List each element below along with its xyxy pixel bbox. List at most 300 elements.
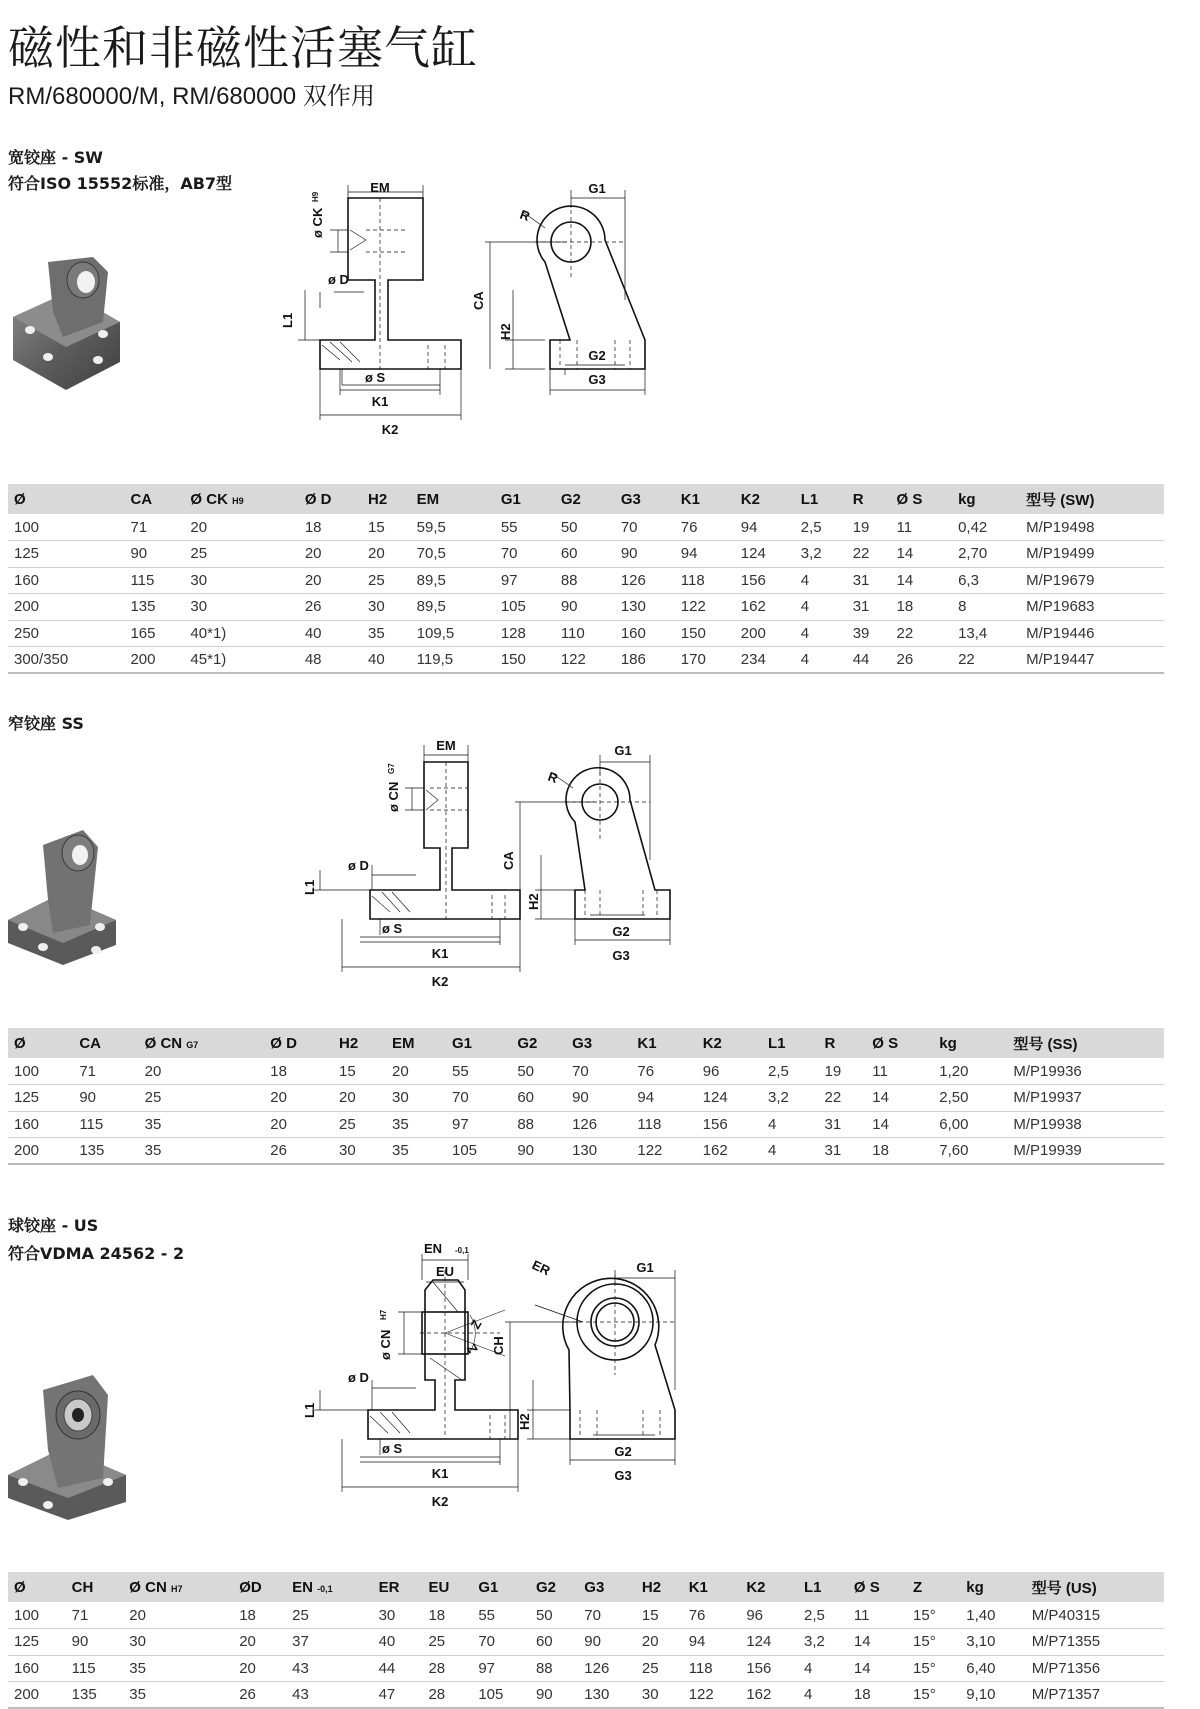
table-cell: 126 bbox=[615, 567, 675, 594]
column-header bbox=[631, 1028, 696, 1058]
table-cell: 3,2 bbox=[795, 541, 847, 568]
table-cell: 96 bbox=[697, 1058, 762, 1085]
table-cell: 122 bbox=[675, 594, 735, 621]
dim-en: EN bbox=[423, 1241, 443, 1256]
table-cell: 20 bbox=[299, 541, 362, 568]
column-header bbox=[264, 1028, 333, 1058]
column-header bbox=[66, 1572, 124, 1602]
table-row bbox=[8, 594, 1164, 621]
table-cell: 60 bbox=[555, 541, 615, 568]
column-header-label: G2 bbox=[535, 1578, 556, 1596]
table-row bbox=[8, 1138, 1164, 1165]
column-header bbox=[952, 484, 1020, 514]
table-cell: 14 bbox=[848, 1655, 907, 1682]
dim-g2: G2 bbox=[588, 348, 606, 363]
table-cell: 60 bbox=[530, 1629, 578, 1656]
column-header-label: CA bbox=[130, 490, 153, 508]
column-header-label: H2 bbox=[367, 490, 388, 508]
table-cell: 11 bbox=[866, 1058, 933, 1085]
column-header-label: K1 bbox=[637, 1034, 657, 1052]
table-row bbox=[8, 1655, 1164, 1682]
table-cell: 200 bbox=[8, 594, 124, 621]
table-cell: 150 bbox=[675, 620, 735, 647]
table-row bbox=[8, 567, 1164, 594]
table-cell: 97 bbox=[495, 567, 555, 594]
table-cell: 25 bbox=[139, 1085, 265, 1112]
table-cell: 30 bbox=[184, 567, 298, 594]
table-cell: 4 bbox=[762, 1111, 819, 1138]
dim-g2: G2 bbox=[612, 924, 630, 939]
table-cell: 109,5 bbox=[411, 620, 495, 647]
dim-k1: K1 bbox=[431, 1466, 449, 1481]
dim-s: ø S bbox=[382, 1441, 403, 1456]
column-header bbox=[636, 1572, 683, 1602]
column-header bbox=[578, 1572, 636, 1602]
dim-l1: L1 bbox=[302, 879, 317, 895]
table-cell: 3,2 bbox=[762, 1085, 819, 1112]
column-header-label: EU bbox=[428, 1578, 450, 1596]
table-cell: 94 bbox=[675, 541, 735, 568]
section-subheading-us: 符合VDMA 24562 - 2 bbox=[8, 1244, 185, 1263]
column-header-label: L1 bbox=[768, 1034, 786, 1052]
table-cell: 18 bbox=[264, 1058, 333, 1085]
table-cell: 31 bbox=[819, 1111, 867, 1138]
table-cell: 3,10 bbox=[960, 1629, 1025, 1656]
table-cell: 18 bbox=[299, 514, 362, 541]
table-cell: 70 bbox=[615, 514, 675, 541]
table-cell: 90 bbox=[578, 1629, 636, 1656]
dim-g2: G2 bbox=[614, 1444, 632, 1459]
column-header-label: G3 bbox=[584, 1578, 605, 1596]
table-cell: 115 bbox=[124, 567, 184, 594]
table-cell: 55 bbox=[446, 1058, 511, 1085]
column-header bbox=[446, 1028, 511, 1058]
table-cell: 15 bbox=[333, 1058, 386, 1085]
table-cell: 59,5 bbox=[411, 514, 495, 541]
column-header-label: G3 bbox=[620, 490, 641, 508]
table-cell: 126 bbox=[578, 1655, 636, 1682]
column-header-label: EM bbox=[416, 490, 440, 508]
dim-l1: L1 bbox=[280, 312, 295, 328]
drawing-sw-front bbox=[280, 180, 500, 455]
column-header-label: EN bbox=[292, 1578, 313, 1596]
table-cell: 90 bbox=[124, 541, 184, 568]
table-cell: 18 bbox=[422, 1602, 472, 1629]
table-cell: 122 bbox=[631, 1138, 696, 1165]
table-cell: 100 bbox=[8, 1058, 73, 1085]
table-row bbox=[8, 1629, 1164, 1656]
table-cell: 22 bbox=[847, 541, 891, 568]
table-cell: 115 bbox=[73, 1111, 138, 1138]
table-cell: 18 bbox=[848, 1682, 907, 1709]
table-cell: 170 bbox=[675, 647, 735, 674]
table-cell: 97 bbox=[472, 1655, 530, 1682]
table-cell: 40 bbox=[299, 620, 362, 647]
column-header bbox=[675, 484, 735, 514]
dim-ck: ø CK bbox=[310, 207, 325, 238]
table-cell: M/P19936 bbox=[1007, 1058, 1164, 1085]
column-header-label: Ø CN bbox=[129, 1578, 167, 1596]
column-header bbox=[362, 484, 411, 514]
table-cell: 7,60 bbox=[933, 1138, 1007, 1165]
column-header-label: G2 bbox=[517, 1034, 538, 1052]
dim-eu: EU bbox=[435, 1264, 455, 1279]
table-cell: 30 bbox=[123, 1629, 233, 1656]
table-cell: 135 bbox=[124, 594, 184, 621]
table-cell: 11 bbox=[891, 514, 953, 541]
table-cell: 25 bbox=[286, 1602, 372, 1629]
table-cell: 135 bbox=[73, 1138, 138, 1165]
table-cell: 35 bbox=[386, 1111, 446, 1138]
table-cell: 162 bbox=[697, 1138, 762, 1165]
table-cell: 300/350 bbox=[8, 647, 124, 674]
table-cell: 31 bbox=[819, 1138, 867, 1165]
table-cell: 19 bbox=[819, 1058, 867, 1085]
dim-z: Z bbox=[467, 1317, 485, 1332]
table-row bbox=[8, 541, 1164, 568]
column-header bbox=[566, 1028, 631, 1058]
column-header-tolerance: H9 bbox=[232, 495, 244, 506]
table-cell: 30 bbox=[333, 1138, 386, 1165]
column-header bbox=[184, 484, 298, 514]
table-cell: 118 bbox=[675, 567, 735, 594]
table-cell: 100 bbox=[8, 1602, 66, 1629]
table-cell: 15 bbox=[636, 1602, 683, 1629]
table-cell: 50 bbox=[555, 514, 615, 541]
column-header-label: G1 bbox=[452, 1034, 473, 1052]
column-header-label: K1 bbox=[680, 490, 700, 508]
section-heading-us: 球铰座 - US bbox=[8, 1216, 99, 1235]
table-cell: 40*1) bbox=[184, 620, 298, 647]
table-cell: 0,42 bbox=[952, 514, 1020, 541]
table-cell: 89,5 bbox=[411, 594, 495, 621]
table-cell: 118 bbox=[683, 1655, 741, 1682]
column-header bbox=[8, 484, 124, 514]
drawing-us-side bbox=[491, 1250, 735, 1515]
table-cell: 15° bbox=[907, 1682, 960, 1709]
dim-cn: ø CN bbox=[378, 1329, 393, 1360]
table-cell: M/P71357 bbox=[1026, 1682, 1164, 1709]
table-cell: 110 bbox=[555, 620, 615, 647]
table-cell: 2,70 bbox=[952, 541, 1020, 568]
dim-r: R bbox=[545, 768, 560, 787]
table-cell: 90 bbox=[615, 541, 675, 568]
dim-s: ø S bbox=[382, 921, 403, 936]
section-heading-ss: 窄铰座 SS bbox=[8, 714, 84, 733]
table-cell: 234 bbox=[735, 647, 795, 674]
dim-cn-sub: G7 bbox=[387, 763, 396, 774]
dim-g1: G1 bbox=[588, 181, 606, 196]
column-header-label: CH bbox=[71, 1578, 94, 1596]
table-cell: 35 bbox=[123, 1682, 233, 1709]
column-header-label: G1 bbox=[500, 490, 521, 508]
column-header bbox=[422, 1572, 472, 1602]
table-cell: 45*1) bbox=[184, 647, 298, 674]
column-header bbox=[530, 1572, 578, 1602]
dim-h2: H2 bbox=[517, 1413, 532, 1430]
table-cell: M/P19939 bbox=[1007, 1138, 1164, 1165]
table-cell: M/P19683 bbox=[1020, 594, 1164, 621]
table-cell: 20 bbox=[233, 1655, 286, 1682]
table-cell: 15° bbox=[907, 1655, 960, 1682]
table-cell: 105 bbox=[446, 1138, 511, 1165]
table-cell: 20 bbox=[264, 1111, 333, 1138]
column-header bbox=[124, 484, 184, 514]
table-cell: 70 bbox=[578, 1602, 636, 1629]
table-cell: 130 bbox=[566, 1138, 631, 1165]
table-row bbox=[8, 514, 1164, 541]
table-cell: 20 bbox=[123, 1602, 233, 1629]
table-cell: 20 bbox=[299, 567, 362, 594]
column-header-label: L1 bbox=[803, 1578, 822, 1596]
table-cell: 94 bbox=[735, 514, 795, 541]
table-cell: 156 bbox=[735, 567, 795, 594]
table-cell: 90 bbox=[530, 1682, 578, 1709]
column-header bbox=[472, 1572, 530, 1602]
table-cell: 43 bbox=[286, 1655, 372, 1682]
table-cell: 19 bbox=[847, 514, 891, 541]
table-cell: 124 bbox=[735, 541, 795, 568]
photo-wide-clevis bbox=[8, 252, 128, 397]
column-header-label: G3 bbox=[572, 1034, 593, 1052]
column-header bbox=[333, 1028, 386, 1058]
dim-k2: K2 bbox=[431, 1494, 449, 1509]
table-cell: 150 bbox=[495, 647, 555, 674]
table-cell: 26 bbox=[891, 647, 953, 674]
table-cell: 20 bbox=[264, 1085, 333, 1112]
dim-ck-sub: H9 bbox=[311, 191, 320, 202]
table-cell: 30 bbox=[362, 594, 411, 621]
table-cell: 160 bbox=[8, 567, 124, 594]
table-cell: 119,5 bbox=[411, 647, 495, 674]
table-cell: 22 bbox=[891, 620, 953, 647]
table-cell: 15° bbox=[907, 1629, 960, 1656]
dim-l1: L1 bbox=[302, 1402, 317, 1418]
drawing-ss-front bbox=[300, 730, 530, 1005]
table-cell: 122 bbox=[683, 1682, 741, 1709]
column-header-label: Ø D bbox=[304, 490, 332, 508]
table-cell: 200 bbox=[8, 1682, 66, 1709]
table-cell: 9,10 bbox=[960, 1682, 1025, 1709]
dim-em: EM bbox=[370, 180, 390, 195]
photo-narrow-clevis bbox=[8, 825, 118, 970]
table-cell: 105 bbox=[495, 594, 555, 621]
column-header-label: CA bbox=[79, 1034, 101, 1052]
table-cell: 125 bbox=[8, 1629, 66, 1656]
table-cell: 4 bbox=[795, 594, 847, 621]
table-cell: 128 bbox=[495, 620, 555, 647]
column-header-label: 型号 (SS) bbox=[1013, 1035, 1078, 1053]
section-subheading-sw: 符合ISO 15552标准，AB7型 bbox=[8, 174, 233, 193]
dim-ca: CA bbox=[471, 291, 486, 310]
table-cell: 2,5 bbox=[795, 514, 847, 541]
column-header bbox=[735, 484, 795, 514]
column-header-tolerance: H7 bbox=[170, 1583, 183, 1594]
column-header-label: H2 bbox=[339, 1034, 359, 1052]
page-subtitle: RM/680000/M, RM/680000 双作用 bbox=[8, 83, 375, 110]
column-header-label: Z bbox=[913, 1578, 923, 1596]
table-cell: 200 bbox=[124, 647, 184, 674]
table-cell: 14 bbox=[891, 567, 953, 594]
table-cell: 14 bbox=[848, 1629, 907, 1656]
table-cell: 14 bbox=[866, 1111, 933, 1138]
table-cell: 70 bbox=[446, 1085, 511, 1112]
table-cell: 14 bbox=[891, 541, 953, 568]
table-cell: 6,40 bbox=[960, 1655, 1025, 1682]
table-cell: 2,5 bbox=[762, 1058, 819, 1085]
table-cell: 18 bbox=[233, 1602, 286, 1629]
table-cell: 200 bbox=[735, 620, 795, 647]
section-heading-sw: 宽铰座 - SW bbox=[8, 148, 103, 167]
table-cell: 18 bbox=[866, 1138, 933, 1165]
table-cell: 1,20 bbox=[933, 1058, 1007, 1085]
column-header bbox=[123, 1572, 233, 1602]
dim-cn-sub: H7 bbox=[379, 1309, 388, 1320]
dim-s: ø S bbox=[365, 370, 386, 385]
table-cell: 4 bbox=[798, 1655, 848, 1682]
table-cell: 55 bbox=[495, 514, 555, 541]
table-cell: 25 bbox=[362, 567, 411, 594]
table-cell: 89,5 bbox=[411, 567, 495, 594]
table-cell: 50 bbox=[530, 1602, 578, 1629]
column-header bbox=[683, 1572, 741, 1602]
dim-k1: K1 bbox=[431, 946, 449, 961]
table-cell: 37 bbox=[286, 1629, 372, 1656]
table-cell: 71 bbox=[124, 514, 184, 541]
column-header-label: H2 bbox=[641, 1578, 662, 1596]
table-row bbox=[8, 1682, 1164, 1709]
table-cell: 88 bbox=[530, 1655, 578, 1682]
column-header-label: kg bbox=[958, 490, 976, 508]
table-cell: 20 bbox=[333, 1085, 386, 1112]
column-header-label: Ø bbox=[14, 1034, 26, 1052]
table-cell: 14 bbox=[866, 1085, 933, 1112]
table-cell: 94 bbox=[631, 1085, 696, 1112]
table-cell: 90 bbox=[566, 1085, 631, 1112]
column-header-label: ØD bbox=[239, 1578, 262, 1596]
column-header-label: Ø CN bbox=[144, 1034, 183, 1052]
table-cell: 31 bbox=[847, 567, 891, 594]
table-cell: 76 bbox=[683, 1602, 741, 1629]
table-cell: 70 bbox=[472, 1629, 530, 1656]
column-header bbox=[697, 1028, 762, 1058]
table-cell: 30 bbox=[636, 1682, 683, 1709]
table-cell: 76 bbox=[675, 514, 735, 541]
page-title: 磁性和非磁性活塞气缸 bbox=[8, 21, 478, 75]
column-header-label: 型号 (US) bbox=[1031, 1579, 1097, 1597]
table-cell: 43 bbox=[286, 1682, 372, 1709]
table-cell: 162 bbox=[735, 594, 795, 621]
table-row bbox=[8, 620, 1164, 647]
table-cell: 71 bbox=[73, 1058, 138, 1085]
column-header-label: kg bbox=[966, 1578, 984, 1596]
table-cell: 2,50 bbox=[933, 1085, 1007, 1112]
column-header-label: K1 bbox=[688, 1578, 708, 1596]
dim-em: EM bbox=[436, 738, 456, 753]
table-cell: 20 bbox=[139, 1058, 265, 1085]
table-cell: 8 bbox=[952, 594, 1020, 621]
table-cell: 125 bbox=[8, 541, 124, 568]
table-cell: 165 bbox=[124, 620, 184, 647]
table-cell: 20 bbox=[184, 514, 298, 541]
table-row bbox=[8, 1058, 1164, 1085]
table-cell: 25 bbox=[333, 1111, 386, 1138]
column-header bbox=[615, 484, 675, 514]
table-cell: 200 bbox=[8, 1138, 73, 1165]
table-cell: 76 bbox=[631, 1058, 696, 1085]
table-cell: 26 bbox=[264, 1138, 333, 1165]
dim-k1: K1 bbox=[371, 394, 389, 409]
column-header-label: Ø bbox=[14, 1578, 26, 1596]
column-header-label: G2 bbox=[560, 490, 581, 508]
table-cell: 186 bbox=[615, 647, 675, 674]
dim-g3: G3 bbox=[614, 1468, 632, 1483]
table-cell: 115 bbox=[66, 1655, 124, 1682]
column-header-label: kg bbox=[939, 1034, 957, 1052]
column-header bbox=[233, 1572, 286, 1602]
column-header bbox=[798, 1572, 848, 1602]
table-cell: 25 bbox=[184, 541, 298, 568]
table-cell: 70 bbox=[495, 541, 555, 568]
dim-ca: CA bbox=[501, 851, 516, 870]
table-cell: 22 bbox=[952, 647, 1020, 674]
table-cell: 90 bbox=[511, 1138, 566, 1165]
table-cell: 3,2 bbox=[798, 1629, 848, 1656]
table-cell: 35 bbox=[362, 620, 411, 647]
column-header bbox=[555, 484, 615, 514]
column-header-tolerance: G7 bbox=[186, 1039, 199, 1050]
table-cell: 44 bbox=[373, 1655, 423, 1682]
dim-cn: ø CN bbox=[386, 781, 401, 812]
table-cell: 88 bbox=[511, 1111, 566, 1138]
table-cell: 47 bbox=[373, 1682, 423, 1709]
column-header bbox=[73, 1028, 138, 1058]
table-cell: 135 bbox=[66, 1682, 124, 1709]
table-cell: 28 bbox=[422, 1655, 472, 1682]
column-header-label: Ø CK bbox=[190, 490, 228, 508]
column-header bbox=[795, 484, 847, 514]
table-cell: 122 bbox=[555, 647, 615, 674]
table-cell: 125 bbox=[8, 1085, 73, 1112]
dim-g1: G1 bbox=[636, 1260, 654, 1275]
column-header bbox=[1020, 484, 1164, 514]
photo-spherical-clevis bbox=[8, 1370, 128, 1525]
table-cell: 70,5 bbox=[411, 541, 495, 568]
table-cell: 124 bbox=[740, 1629, 798, 1656]
table-row bbox=[8, 1602, 1164, 1629]
column-header-label: Ø S bbox=[853, 1578, 880, 1596]
table-cell: 50 bbox=[511, 1058, 566, 1085]
table-cell: 39 bbox=[847, 620, 891, 647]
column-header bbox=[1007, 1028, 1164, 1058]
column-header bbox=[373, 1572, 423, 1602]
table-cell: 26 bbox=[299, 594, 362, 621]
table-cell: 22 bbox=[819, 1085, 867, 1112]
column-header bbox=[511, 1028, 566, 1058]
table-cell: 31 bbox=[847, 594, 891, 621]
table-cell: 4 bbox=[795, 567, 847, 594]
table-cell: M/P19938 bbox=[1007, 1111, 1164, 1138]
table-cell: 1,40 bbox=[960, 1602, 1025, 1629]
table-cell: 97 bbox=[446, 1111, 511, 1138]
table-cell: 90 bbox=[73, 1085, 138, 1112]
column-header-label: G1 bbox=[478, 1578, 499, 1596]
column-header bbox=[386, 1028, 446, 1058]
table-cell: 35 bbox=[139, 1111, 265, 1138]
table-cell: 94 bbox=[683, 1629, 741, 1656]
table-cell: M/P19446 bbox=[1020, 620, 1164, 647]
table-cell: 4 bbox=[795, 620, 847, 647]
